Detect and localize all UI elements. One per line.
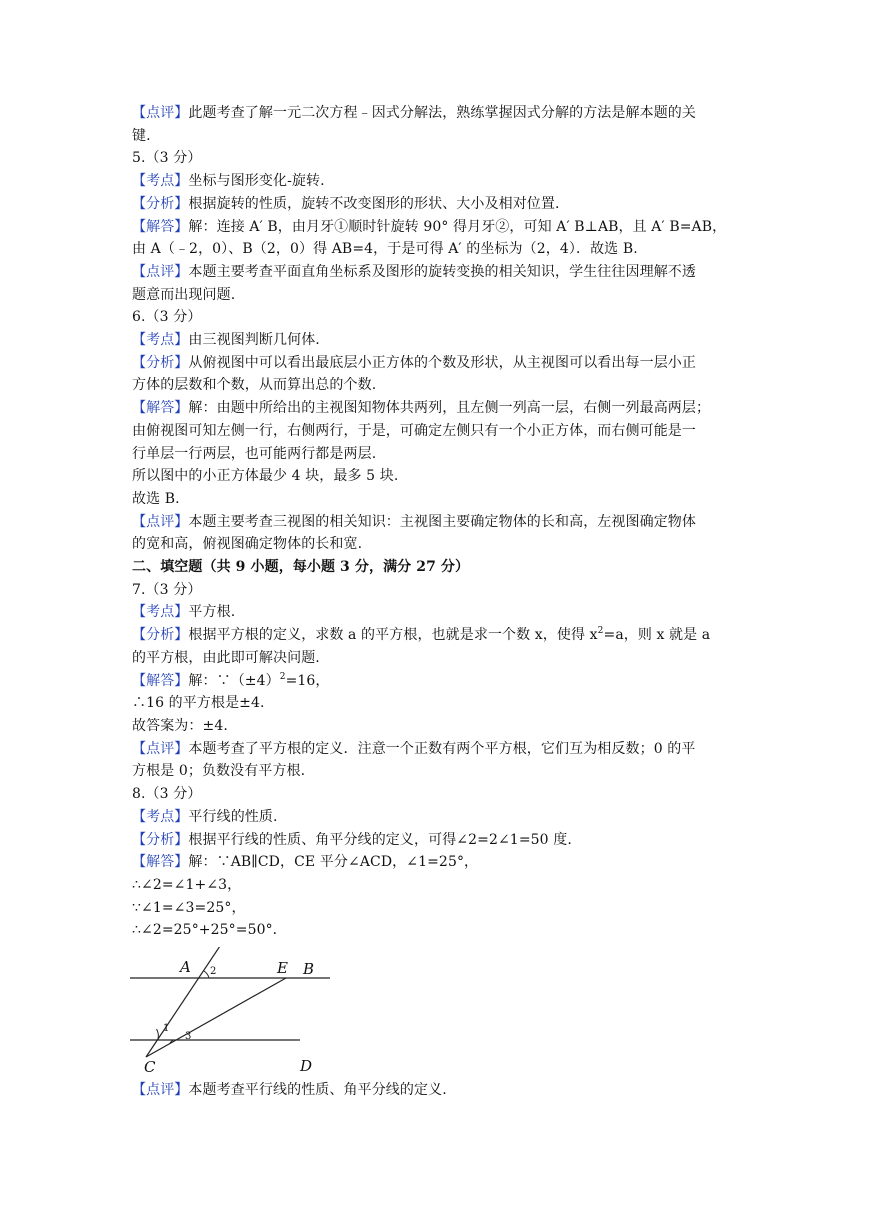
- question-number: 8.（3 分）: [132, 786, 202, 803]
- tag-dianping: 【点评】: [132, 1082, 189, 1099]
- tag-jieda: 【解答】: [132, 218, 189, 235]
- text-line: 【考点】坐标与图形变化-旋转.: [132, 173, 325, 190]
- text-line: 【点评】本题考查平行线的性质、角平分线的定义.: [132, 1082, 447, 1099]
- text-line: 由 A（﹣2，0）、B（2，0）得 AB=4，于是可得 A′ 的坐标为（2，4）．故选 B.: [132, 241, 638, 258]
- label-E: E: [277, 959, 288, 978]
- section-heading: 二、填空题（共 9 小题，每小题 3 分，满分 27 分）: [132, 559, 470, 576]
- text-line: 的宽和高，俯视图确定物体的长和宽.: [132, 536, 363, 553]
- label-A: A: [180, 958, 191, 977]
- text-line: 【解答】解：由题中所给出的主视图知物体共两列，且左侧一列高一层，右侧一列最高两层；: [132, 400, 711, 417]
- text-line: 【分析】根据平行线的性质、角平分线的定义，可得∠2=2∠1=50 度.: [132, 831, 572, 848]
- angle-1-arc: [157, 1029, 159, 1039]
- tag-kaodian: 【考点】: [132, 173, 189, 190]
- text-line: 【考点】平行线的性质.: [132, 808, 278, 825]
- text-line: 【解答】解：$\because(\pm 4)^2=16$，: [132, 671, 330, 689]
- label-angle-3: 3: [185, 1031, 192, 1043]
- text-line: ∵∠1=∠3=25°，: [132, 899, 246, 916]
- tag-dianping: 【点评】: [132, 513, 189, 530]
- tag-kaodian: 【考点】: [132, 604, 189, 621]
- tag-fenxi: 【分析】: [132, 354, 189, 371]
- text-line: 【点评】此题考查了解一元二次方程﹣因式分解法，熟练掌握因式分解的方法是解本题的关: [132, 105, 697, 121]
- tag-dianping: 【点评】: [132, 105, 189, 121]
- question-number: 6.（3 分）: [132, 309, 202, 326]
- line-ce: [146, 978, 286, 1057]
- angle-2-arc: [204, 971, 209, 978]
- text-line: 【分析】根据平方根的定义，求数 a 的平方根，也就是求一个数 x，使得 $x^2=a$，则 x 就是 a: [132, 626, 711, 644]
- text-line: 故答案为：±4.: [132, 717, 228, 734]
- question-number: 5.（3 分）: [132, 150, 202, 167]
- text-line: 【点评】本题主要考查平面直角坐标系及图形的旋转变换的相关知识，学生往往因理解不透: [132, 263, 697, 280]
- label-D: D: [300, 1057, 313, 1076]
- geometry-figure: [130, 947, 330, 1075]
- tag-fenxi: 【分析】: [132, 831, 189, 848]
- tag-fenxi: 【分析】: [132, 195, 189, 212]
- text-line: 所以图中的小正方体最少 4 块，最多 5 块.: [132, 468, 399, 485]
- label-angle-1: 1: [163, 1023, 170, 1035]
- text-line: 【考点】平方根.: [132, 604, 236, 621]
- parallel-lines-diagram: [130, 947, 330, 1075]
- solution-text: [132, 102, 732, 1102]
- tag-jieda: 【解答】: [132, 672, 189, 689]
- text-line: 方根是 0；负数没有平方根.: [132, 763, 306, 780]
- text-line: 【点评】本题考查了平方根的定义．注意一个正数有两个平方根，它们互为相反数；0 的平: [132, 740, 696, 757]
- tag-jieda: 【解答】: [132, 400, 189, 417]
- text-line: 【考点】由三视图判断几何体.: [132, 332, 320, 349]
- text-line: ∴∠2=∠1+∠3，: [132, 876, 242, 893]
- tag-kaodian: 【考点】: [132, 808, 189, 825]
- text-line: 由俯视图可知左侧一行，右侧两行，于是，可确定左侧只有一个小正方体，而右侧可能是一: [132, 422, 696, 439]
- question-number: 7.（3 分）: [132, 581, 202, 598]
- text-line: 键.: [132, 127, 151, 144]
- text-line: 方体的层数和个数，从而算出总的个数.: [132, 377, 377, 394]
- text-line: 【点评】本题主要考查三视图的相关知识：主视图主要确定物体的长和高，左视图确定物体: [132, 513, 697, 530]
- text-line: 的平方根，由此即可解决问题.: [132, 649, 320, 666]
- text-line: 【分析】根据旋转的性质，旋转不改变图形的形状、大小及相对位置.: [132, 195, 560, 212]
- text-line: 题意而出现问题.: [132, 286, 236, 303]
- tag-kaodian: 【考点】: [132, 332, 189, 349]
- tag-dianping: 【点评】: [132, 740, 189, 757]
- text-line: 【解答】解：连接 A′ B，由月牙①顺时针旋转 90° 得月牙②，可知 A′ B⊥AB，且 A′ B=AB，: [132, 218, 727, 235]
- label-B: B: [303, 960, 315, 979]
- text-line: 故选 B.: [132, 490, 180, 507]
- text-line: ∴∠2=25°+25°=50°．: [132, 922, 287, 939]
- tag-dianping: 【点评】: [132, 263, 189, 280]
- label-angle-2: 2: [210, 966, 217, 978]
- text-line: 行单层一行两层，也可能两行都是两层.: [132, 445, 377, 462]
- tag-fenxi: 【分析】: [132, 627, 189, 644]
- tag-jieda: 【解答】: [132, 854, 189, 871]
- label-C: C: [144, 1058, 156, 1076]
- text-line: 【解答】解：∵AB∥CD，CE 平分∠ACD，∠1=25°，: [132, 854, 479, 871]
- text-line: ∴16 的平方根是±4.: [132, 695, 265, 712]
- text-line: 【分析】从俯视图中可以看出最底层小正方体的个数及形状，从主视图可以看出每一层小正: [132, 354, 697, 371]
